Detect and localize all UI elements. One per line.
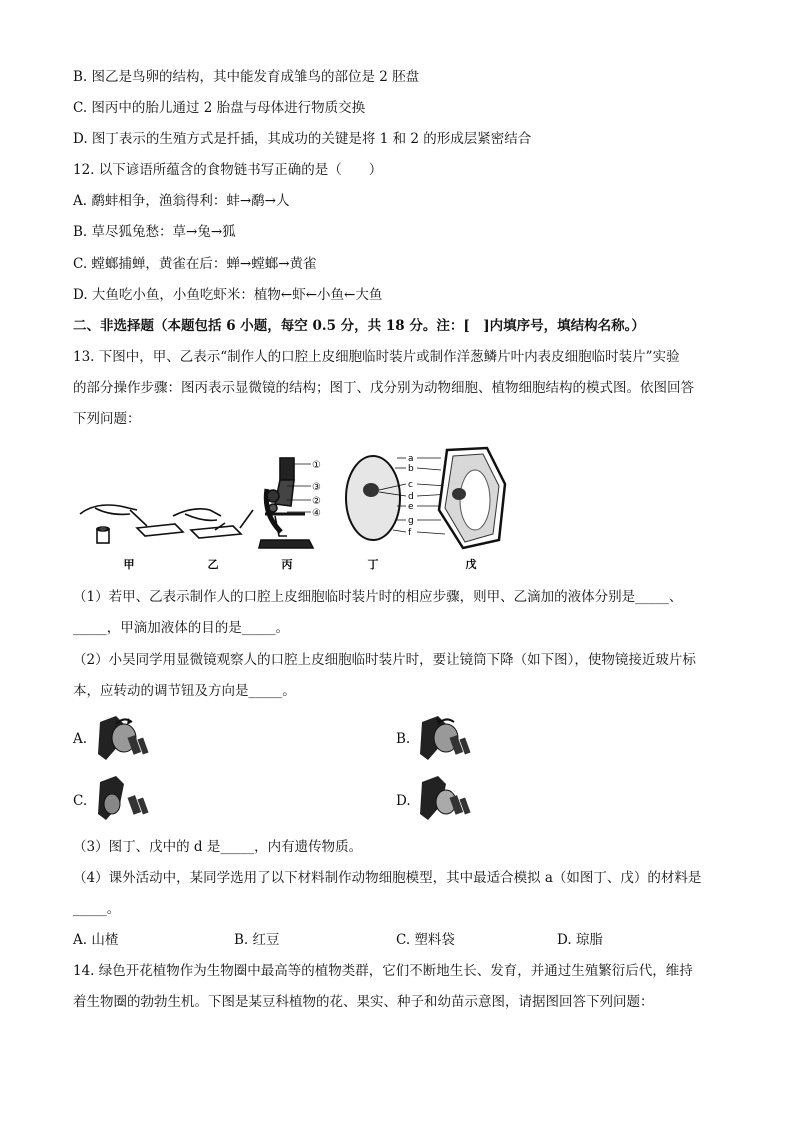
q11-option-c: C. 图丙中的胎儿通过 2 胎盘与母体进行物质交换 bbox=[73, 100, 366, 116]
q12-option-d: D. 大鱼吃小鱼，小鱼吃虾米：植物←虾←小鱼←大鱼 bbox=[73, 287, 383, 303]
q13-part2-line1: （2）小吴同学用显微镜观察人的口腔上皮细胞临时装片时，要让镜筒下降（如下图），使物镜接近玻片标 bbox=[73, 652, 696, 668]
caption-jia: 甲 bbox=[123, 558, 135, 571]
section-heading: 二、非选择题（本题包括 6 小题，每空 0.5 分，共 18 分。注：[ ]内填序号，填结构名称。） bbox=[73, 318, 645, 334]
q13-part2-line2: 本，应转动的调节钮及方向是_____。 bbox=[73, 683, 296, 699]
knob-option-d-figure bbox=[416, 774, 480, 822]
microscope-label-4: ④ bbox=[312, 508, 321, 519]
q13-part4-line2: _____。 bbox=[73, 901, 121, 917]
q13-stem-line1: 13. 下图中，甲、乙表示“制作人的口腔上皮细胞临时装片或制作洋葱鳞片叶内表皮细胞临时装片”实验 bbox=[73, 349, 680, 365]
cell-label-b: b bbox=[408, 464, 414, 474]
knob-option-b-label: B. bbox=[396, 731, 411, 747]
q11-option-d: D. 图丁表示的生殖方式是扦插，其成功的关键是将 1 和 2 的形成层紧密结合 bbox=[73, 131, 532, 147]
q13-stem-line2: 的部分操作步骤：图丙表示显微镜的结构；图丁、戊分别为动物细胞、植物细胞结构的模式图。依图回答 bbox=[73, 380, 694, 396]
q12-option-b: B. 草尽狐兔愁：草→兔→狐 bbox=[73, 224, 236, 240]
step-jia-drawing bbox=[80, 505, 183, 543]
cell-label-d: d bbox=[408, 492, 414, 502]
caption-ding: 丁 bbox=[367, 558, 379, 571]
material-option-a: A. 山楂 bbox=[73, 932, 119, 948]
q12-option-c: C. 螳螂捕蝉，黄雀在后：蝉→螳螂→黄雀 bbox=[73, 256, 317, 272]
cell-label-g: g bbox=[408, 516, 414, 526]
knob-option-b-figure bbox=[416, 714, 480, 762]
q12-stem: 12. 以下谚语所蕴含的食物链书写正确的是（ ） bbox=[73, 162, 383, 178]
microscope-label-3: ③ bbox=[312, 482, 321, 493]
q11-option-b: B. 图乙是鸟卵的结构，其中能发育成雏鸟的部位是 2 胚盘 bbox=[73, 69, 420, 85]
knob-option-d-label: D. bbox=[396, 793, 411, 809]
q13-figure bbox=[75, 444, 515, 574]
step-yi-drawing bbox=[173, 509, 253, 538]
q13-part1-line2: _____，甲滴加液体的目的是_____。 bbox=[73, 620, 289, 636]
plant-cell-drawing bbox=[439, 448, 505, 548]
cell-label-f: f bbox=[408, 528, 412, 538]
knob-option-c-label: C. bbox=[73, 793, 88, 809]
caption-wu: 戊 bbox=[465, 558, 477, 571]
microscope-label-2: ② bbox=[312, 496, 321, 507]
knob-option-a-figure bbox=[94, 714, 158, 762]
q14-stem-line1: 14. 绿色开花植物作为生物圈中最高等的植物类群，它们不断地生长、发育，并通过生殖繁衍后代，维持 bbox=[73, 963, 693, 979]
q13-part4-line1: （4）课外活动中，某同学选用了以下材料制作动物细胞模型，其中最适合模拟 a（如图丁、戊）的材料是 bbox=[73, 870, 702, 886]
cell-label-a: a bbox=[408, 454, 414, 464]
material-option-d: D. 琼脂 bbox=[557, 932, 603, 948]
q13-part1-line1: （1）若甲、乙表示制作人的口腔上皮细胞临时装片时的相应步骤，则甲、乙滴加的液体分别是_____、 bbox=[73, 589, 683, 605]
q12-option-a: A. 鹬蚌相争，渔翁得利：蚌→鹬→人 bbox=[73, 193, 290, 209]
microscope-drawing bbox=[259, 458, 313, 548]
knob-option-a-label: A. bbox=[73, 731, 88, 747]
q13-part3: （3）图丁、戊中的 d 是_____，内有遗传物质。 bbox=[73, 839, 363, 855]
material-option-b: B. 红豆 bbox=[234, 932, 280, 948]
knob-option-c-figure bbox=[94, 774, 158, 822]
cell-label-c: c bbox=[408, 480, 413, 490]
animal-cell-drawing bbox=[346, 456, 400, 540]
caption-bing: 丙 bbox=[281, 558, 293, 571]
microscope-label-1: ① bbox=[312, 460, 321, 471]
q13-stem-line3: 下列问题： bbox=[73, 411, 141, 427]
caption-yi: 乙 bbox=[207, 558, 219, 571]
cell-label-e: e bbox=[408, 502, 414, 512]
q14-stem-line2: 着生物圈的勃勃生机。下图是某豆科植物的花、果实、种子和幼苗示意图，请据图回答下列问题： bbox=[73, 994, 654, 1010]
material-option-c: C. 塑料袋 bbox=[396, 932, 455, 948]
